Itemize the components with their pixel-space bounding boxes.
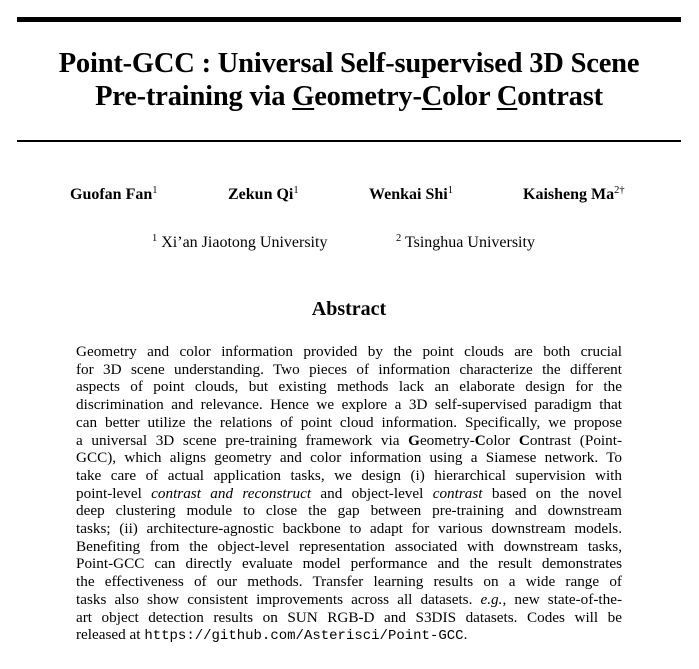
abstract-line: take care of actual application tasks, we design (i) hierarchical supervision with — [76, 466, 622, 484]
title-underlined-letter: C — [496, 81, 518, 112]
abstract-line: Geometry and color information provided by the point clouds are both crucial — [76, 343, 622, 360]
abstract-line — [76, 626, 622, 646]
abstract-text: ontrast (Point- — [529, 431, 622, 449]
affiliation-mark: 1 — [152, 233, 158, 244]
paper-title — [17, 47, 681, 113]
abstract-line: can better utilize the relations of point cloud information. Specifically, we propose — [76, 413, 622, 431]
abstract-bold-letter: C — [474, 431, 486, 449]
abstract-text: and object-level — [311, 484, 433, 502]
title-underlined-letter: C — [421, 81, 443, 112]
abstract-line: aspects of point clouds, but existing methods lack an elaborate design for the — [76, 378, 622, 396]
abstract-line — [76, 485, 622, 503]
affiliation-mark: 2 — [396, 233, 402, 244]
title-text: eometry- — [314, 81, 422, 112]
title-underlined-letter: G — [292, 81, 315, 112]
title-line-1: Point-GCC : Universal Self-supervised 3D Scene — [58, 48, 640, 79]
abstract-text: a universal 3D scene pre-training framework via — [76, 431, 409, 449]
bottom-rule — [17, 140, 681, 142]
abstract-text: released at — [76, 626, 145, 644]
abstract-line: tasks; (ii) architecture-agnostic backbone to adapt for various downstream models. — [76, 520, 622, 538]
author-name: Kaisheng Ma — [523, 186, 615, 203]
abstract-text: . — [463, 626, 468, 644]
abstract-line: Point-GCC can directly evaluate model performance and the result demonstrates — [76, 555, 622, 573]
abstract-line: for 3D scene understanding. Two pieces of information characterize the different — [76, 360, 622, 378]
affiliation-name: Xi’an Jiaotong University — [161, 234, 328, 251]
abstract-text: eometry- — [419, 431, 475, 449]
affiliation-name: Tsinghua University — [404, 234, 535, 251]
top-rule — [17, 17, 681, 22]
abstract-line — [76, 432, 622, 450]
abstract-text: point-level — [76, 484, 152, 502]
abstract-line: Benefiting from the object-level representation associated with downstream tasks, — [76, 537, 622, 555]
author-affiliation-mark: 1 — [293, 185, 299, 196]
abstract-line: the effectiveness of our methods. Transfer learning results on a wide range of — [76, 573, 622, 591]
abstract-line: art object detection results on SUN RGB-D and S3DIS datasets. Codes will be — [76, 608, 622, 626]
title-text: olor — [442, 81, 497, 112]
abstract-italic-text: contrast and reconstruct — [151, 484, 312, 502]
author-kaisheng-ma — [523, 186, 625, 204]
abstract-italic-text: contrast — [432, 484, 483, 502]
title-text: Pre-training via — [95, 81, 293, 112]
abstract-italic-text: e.g. — [480, 590, 503, 608]
author-wenkai-shi — [369, 186, 453, 204]
affiliation-1 — [152, 234, 327, 252]
author-affiliation-mark: 1 — [447, 185, 453, 196]
abstract-text: , new state-of-the- — [502, 590, 623, 608]
author-name: Guofan Fan — [70, 186, 153, 203]
code-url-link[interactable]: https://github.com/Asterisci/Point-GCC — [144, 628, 464, 645]
abstract-bold-letter: G — [408, 431, 420, 449]
author-guofan-fan — [70, 186, 158, 204]
abstract-body — [76, 343, 622, 646]
abstract-text: olor — [485, 431, 519, 449]
author-affiliation-mark: 1 — [152, 185, 158, 196]
abstract-text: tasks also show consistent improvements across all datasets. — [76, 590, 481, 608]
abstract-line — [76, 591, 622, 609]
author-zekun-qi — [228, 186, 299, 204]
abstract-line: deep clustering module to close the gap between pre-training and downstream — [76, 502, 622, 520]
abstract-line: GCC), which aligns geometry and color information using a Siamese network. To — [76, 449, 622, 467]
title-line-2 — [17, 80, 681, 113]
abstract-line: discrimination and relevance. Hence we explore a 3D self-supervised paradigm that — [76, 396, 622, 414]
abstract-text: based on the novel — [482, 484, 622, 502]
abstract-bold-letter: C — [518, 431, 530, 449]
affiliation-2 — [396, 234, 535, 252]
title-text: ontrast — [517, 81, 603, 112]
author-name: Zekun Qi — [228, 186, 294, 203]
author-affiliation-mark: 2† — [614, 185, 625, 196]
abstract-heading: Abstract — [311, 298, 387, 320]
author-name: Wenkai Shi — [369, 186, 448, 203]
